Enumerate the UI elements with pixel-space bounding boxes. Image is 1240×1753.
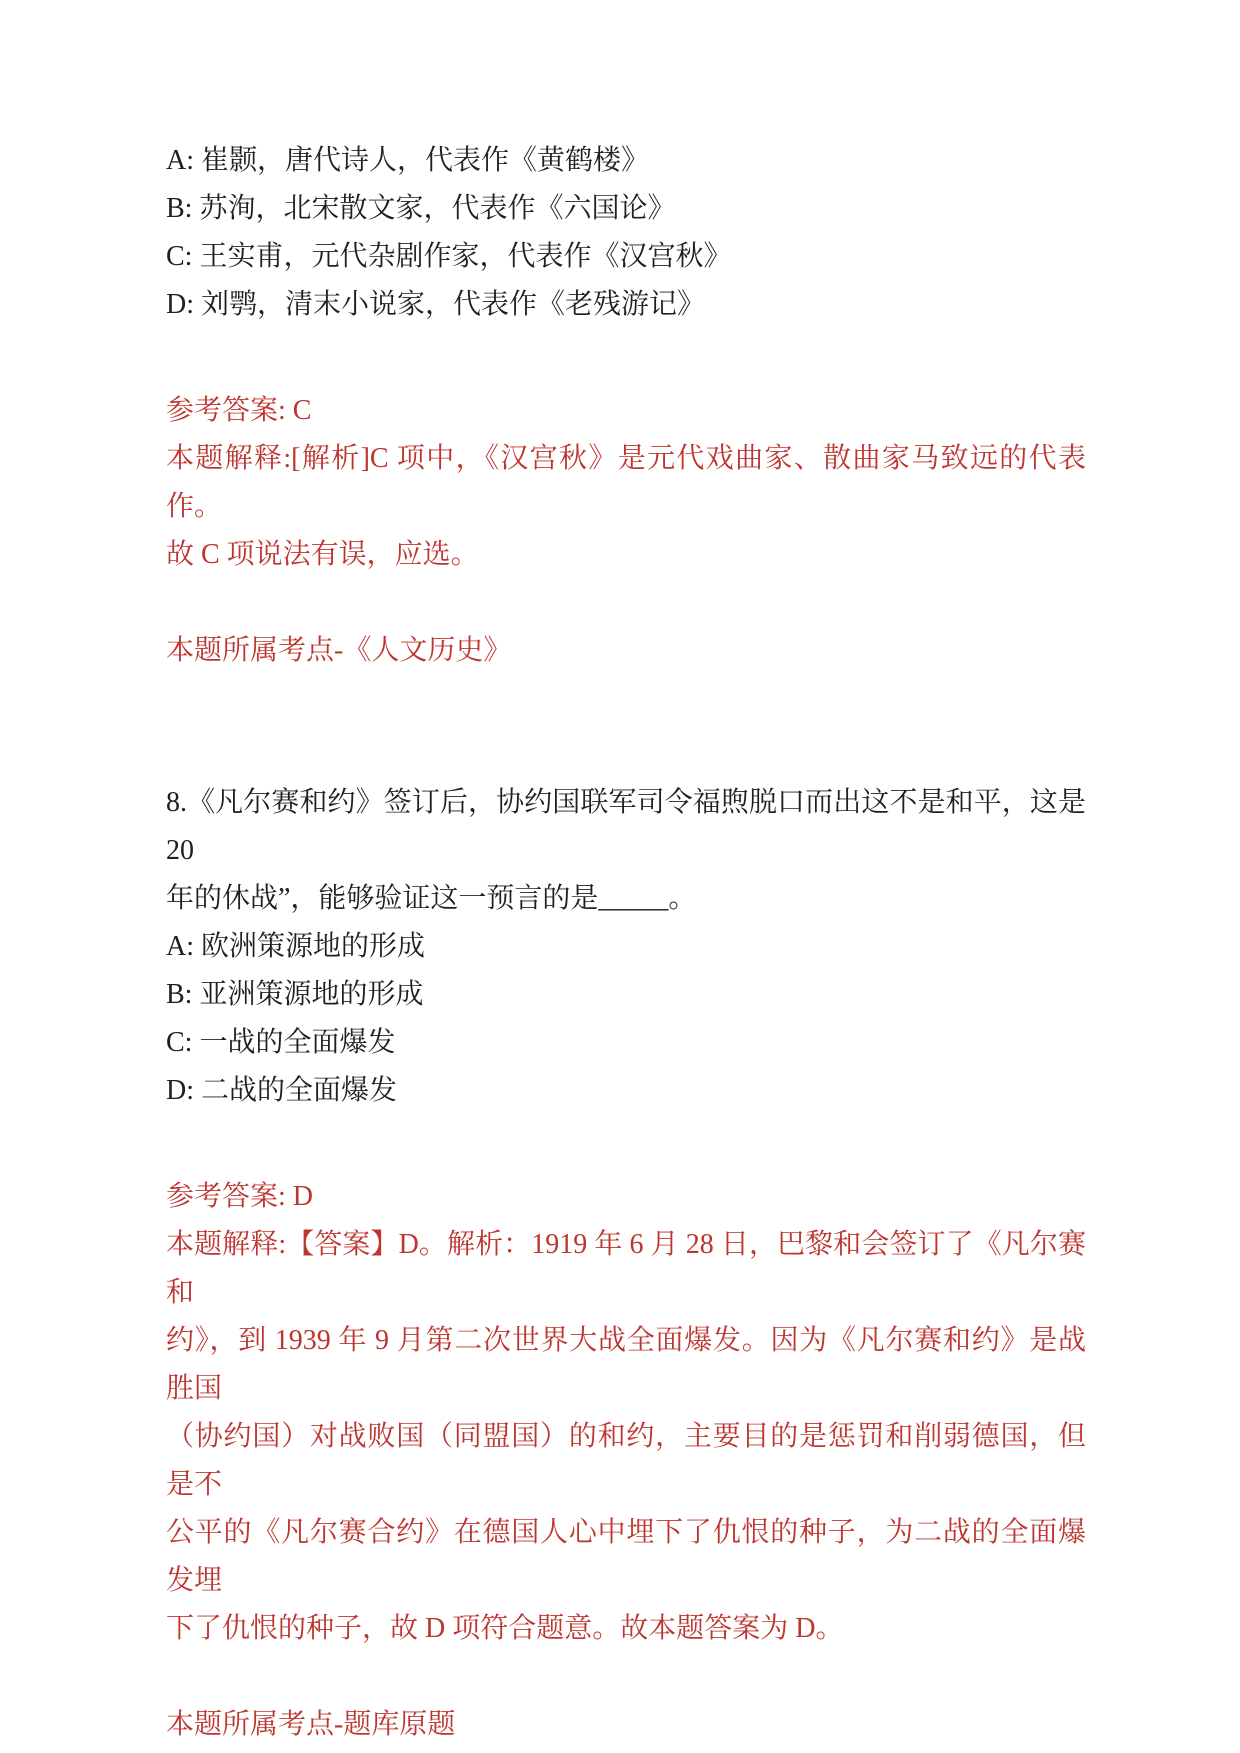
q7-explanation-line-2: 故 C 项说法有误，应选。 xyxy=(166,539,479,570)
q7-option-a: A: 崔颢，唐代诗人，代表作《黄鹤楼》 xyxy=(166,145,650,176)
q8-question-line-2: 年的休战”，能够验证这一预言的是_____。 xyxy=(166,883,697,914)
q8-option-c: C: 一战的全面爆发 xyxy=(166,1027,396,1058)
question-8-block xyxy=(166,779,1093,1749)
q7-explanation-line-1: 本题解释:[解析]C 项中，《汉宫秋》是元代戏曲家、散曲家马致远的代表作。 xyxy=(166,443,1086,522)
q7-option-b: B: 苏洵，北宋散文家，代表作《六国论》 xyxy=(166,193,676,224)
question-7-block xyxy=(166,137,1086,675)
q8-explanation-line-5: 下了仇恨的种子，故 D 项符合题意。故本题答案为 D。 xyxy=(166,1613,844,1644)
q8-explanation-line-1: 本题解释:【答案】D。解析：1919 年 6 月 28 日，巴黎和会签订了《凡尔赛和 xyxy=(166,1229,1086,1308)
q7-option-d: D: 刘鹗，清末小说家，代表作《老残游记》 xyxy=(166,289,706,320)
q8-exam-point: 本题所属考点-题库原题 xyxy=(166,1709,456,1740)
q7-option-c: C: 王实甫，元代杂剧作家，代表作《汉宫秋》 xyxy=(166,241,732,272)
q8-explanation-line-4: 公平的《凡尔赛合约》在德国人心中埋下了仇恨的种子，为二战的全面爆发埋 xyxy=(166,1517,1086,1596)
q8-option-a: A: 欧洲策源地的形成 xyxy=(166,931,426,962)
q8-reference-answer: 参考答案: D xyxy=(166,1181,314,1212)
q7-reference-answer: 参考答案: C xyxy=(166,395,312,426)
q8-option-b: B: 亚洲策源地的形成 xyxy=(166,979,424,1010)
q8-option-d: D: 二战的全面爆发 xyxy=(166,1075,398,1106)
q7-exam-point: 本题所属考点-《人文历史》 xyxy=(166,635,512,666)
q8-explanation-line-2: 约》，到 1939 年 9 月第二次世界大战全面爆发。因为《凡尔赛和约》是战胜国 xyxy=(166,1325,1086,1404)
q8-question-line-1: 8.《凡尔赛和约》签订后，协约国联军司令福煦脱口而出这不是和平，这是 20 xyxy=(166,787,1093,866)
q8-explanation-line-3: （协约国）对战败国（同盟国）的和约，主要目的是惩罚和削弱德国，但是不 xyxy=(166,1421,1086,1500)
